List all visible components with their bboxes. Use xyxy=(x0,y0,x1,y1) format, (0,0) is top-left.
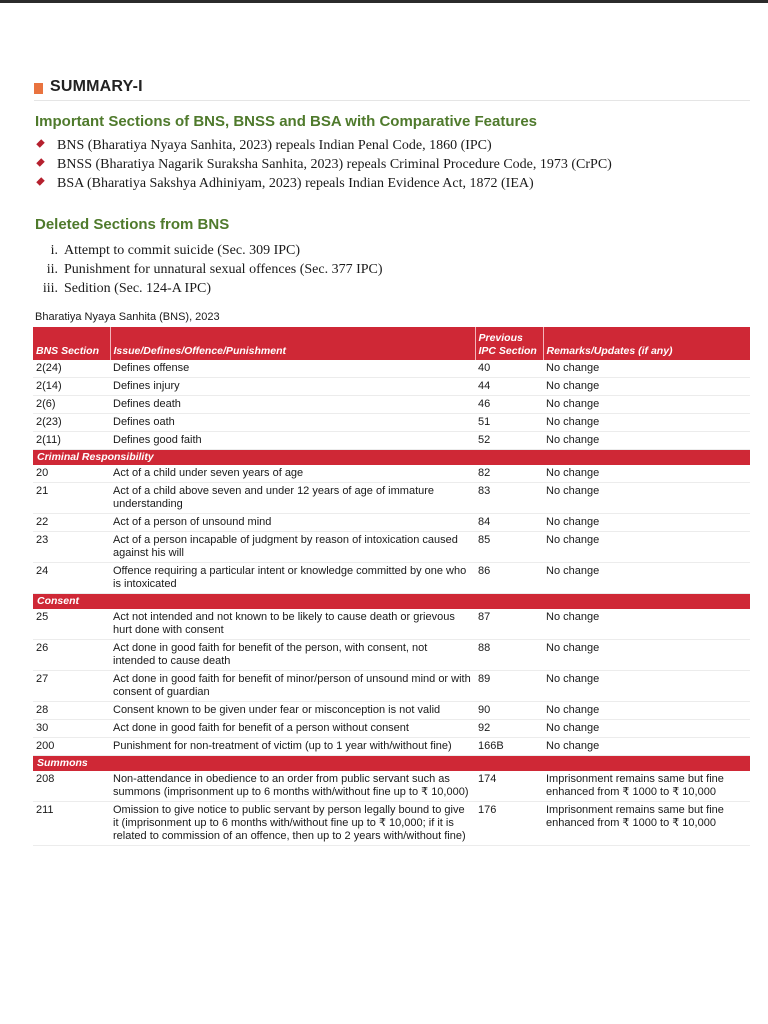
cell-bns: 25 xyxy=(33,609,110,640)
cell-remarks: No change xyxy=(543,360,750,378)
cell-remarks: No change xyxy=(543,432,750,450)
cell-ipc: 88 xyxy=(475,640,543,671)
table-row xyxy=(33,802,750,846)
table-row xyxy=(33,465,750,483)
cell-bns: 200 xyxy=(33,738,110,756)
table-row xyxy=(33,414,750,432)
table-row xyxy=(33,738,750,756)
cell-bns: 2(23) xyxy=(33,414,110,432)
summary-title: SUMMARY-I xyxy=(50,78,143,95)
cell-bns: 22 xyxy=(33,514,110,532)
cell-ipc: 51 xyxy=(475,414,543,432)
table-row xyxy=(33,720,750,738)
cell-bns: 23 xyxy=(33,532,110,563)
cell-issue: Defines offense xyxy=(110,360,475,378)
deleted-item: ii. Punishment for unnatural sexual offences (Sec. 377 IPC) xyxy=(46,262,383,277)
cell-bns: 208 xyxy=(33,771,110,802)
table-row xyxy=(33,671,750,702)
header-issue: Issue/Defines/Offence/Punishment xyxy=(110,327,475,360)
cell-ipc: 85 xyxy=(475,532,543,563)
cell-issue: Offence requiring a particular intent or knowledge committed by one who is intoxicated xyxy=(110,563,475,594)
cell-remarks: No change xyxy=(543,702,750,720)
table-row xyxy=(33,609,750,640)
table-row xyxy=(33,532,750,563)
cell-issue: Act of a child above seven and under 12 years of age of immature understanding xyxy=(110,483,475,514)
cell-ipc: 44 xyxy=(475,378,543,396)
cell-bns: 211 xyxy=(33,802,110,846)
table-header-row xyxy=(33,327,750,360)
table-row xyxy=(33,563,750,594)
cell-issue: Defines death xyxy=(110,396,475,414)
cell-remarks: No change xyxy=(543,532,750,563)
cell-issue: Act done in good faith for benefit of a person without consent xyxy=(110,720,475,738)
cell-remarks: No change xyxy=(543,514,750,532)
table-row xyxy=(33,432,750,450)
cell-issue: Omission to give notice to public servant by person legally bound to give it (imprisonment up to 6 months with/without fine up to ₹ 10,000; if it is related to commission of an offence, then up to 2 years with/without fine) xyxy=(110,802,475,846)
cell-remarks: No change xyxy=(543,396,750,414)
section-title: Summons xyxy=(33,756,750,772)
cell-remarks: No change xyxy=(543,671,750,702)
deleted-item: i. Attempt to commit suicide (Sec. 309 IPC) xyxy=(50,243,301,258)
cell-bns: 30 xyxy=(33,720,110,738)
cell-remarks: No change xyxy=(543,378,750,396)
section-title: Criminal Responsibility xyxy=(33,450,750,466)
cell-bns: 2(6) xyxy=(33,396,110,414)
section-title: Consent xyxy=(33,594,750,610)
cell-issue: Punishment for non-treatment of victim (up to 1 year with/without fine) xyxy=(110,738,475,756)
cell-ipc: 40 xyxy=(475,360,543,378)
comparative-heading: Important Sections of BNS, BNSS and BSA with Comparative Features xyxy=(35,113,538,130)
cell-ipc: 46 xyxy=(475,396,543,414)
cell-ipc: 174 xyxy=(475,771,543,802)
cell-bns: 20 xyxy=(33,465,110,483)
table-row xyxy=(33,771,750,802)
bns-table xyxy=(33,327,750,846)
cell-issue: Consent known to be given under fear or misconception is not valid xyxy=(110,702,475,720)
cell-issue: Defines injury xyxy=(110,378,475,396)
cell-ipc: 87 xyxy=(475,609,543,640)
table-row xyxy=(33,483,750,514)
section-header-row xyxy=(33,756,750,772)
cell-bns: 2(24) xyxy=(33,360,110,378)
cell-remarks: No change xyxy=(543,720,750,738)
cell-ipc: 89 xyxy=(475,671,543,702)
deleted-heading: Deleted Sections from BNS xyxy=(35,216,230,233)
cell-issue: Act not intended and not known to be likely to cause death or grievous hurt done with consent xyxy=(110,609,475,640)
bullet-item: BNSS (Bharatiya Nagarik Suraksha Sanhita, 2023) repeals Criminal Procedure Code, 1973 (CrPC) xyxy=(38,157,612,173)
cell-remarks: No change xyxy=(543,483,750,514)
summary-square-icon xyxy=(34,83,43,94)
cell-bns: 21 xyxy=(33,483,110,514)
table-body xyxy=(33,360,750,846)
cell-bns: 27 xyxy=(33,671,110,702)
table-row xyxy=(33,396,750,414)
section-header-row xyxy=(33,450,750,466)
table-row xyxy=(33,702,750,720)
cell-remarks: No change xyxy=(543,640,750,671)
cell-bns: 24 xyxy=(33,563,110,594)
table-row xyxy=(33,378,750,396)
cell-issue: Defines good faith xyxy=(110,432,475,450)
cell-issue: Act done in good faith for benefit of minor/person of unsound mind or with consent of guardian xyxy=(110,671,475,702)
top-edge-bar xyxy=(0,0,768,3)
bullet-item: BSA (Bharatiya Sakshya Adhiniyam, 2023) repeals Indian Evidence Act, 1872 (IEA) xyxy=(38,176,534,192)
cell-bns: 28 xyxy=(33,702,110,720)
cell-bns: 26 xyxy=(33,640,110,671)
cell-bns: 2(11) xyxy=(33,432,110,450)
cell-ipc: 84 xyxy=(475,514,543,532)
cell-ipc: 86 xyxy=(475,563,543,594)
cell-remarks: No change xyxy=(543,609,750,640)
cell-ipc: 176 xyxy=(475,802,543,846)
cell-remarks: Imprisonment remains same but fine enhanced from ₹ 1000 to ₹ 10,000 xyxy=(543,771,750,802)
cell-issue: Defines oath xyxy=(110,414,475,432)
bullet-diamond-icon xyxy=(36,139,44,147)
cell-issue: Act of a person of unsound mind xyxy=(110,514,475,532)
cell-remarks: No change xyxy=(543,414,750,432)
bullet-diamond-icon xyxy=(36,177,44,185)
bullet-diamond-icon xyxy=(36,158,44,166)
cell-ipc: 90 xyxy=(475,702,543,720)
header-ipc-section: Previous IPC Section xyxy=(475,327,543,360)
cell-remarks: No change xyxy=(543,738,750,756)
summary-header xyxy=(34,78,750,101)
cell-issue: Act of a person incapable of judgment by reason of intoxication caused against his will xyxy=(110,532,475,563)
cell-remarks: Imprisonment remains same but fine enhanced from ₹ 1000 to ₹ 10,000 xyxy=(543,802,750,846)
deleted-item: iii. Sedition (Sec. 124-A IPC) xyxy=(42,281,211,296)
header-remarks: Remarks/Updates (if any) xyxy=(543,327,750,360)
table-row xyxy=(33,514,750,532)
cell-bns: 2(14) xyxy=(33,378,110,396)
bullet-item: BNS (Bharatiya Nyaya Sanhita, 2023) repeals Indian Penal Code, 1860 (IPC) xyxy=(38,138,492,154)
cell-ipc: 52 xyxy=(475,432,543,450)
section-header-row xyxy=(33,594,750,610)
cell-remarks: No change xyxy=(543,465,750,483)
cell-issue: Act of a child under seven years of age xyxy=(110,465,475,483)
cell-ipc: 83 xyxy=(475,483,543,514)
cell-remarks: No change xyxy=(543,563,750,594)
cell-issue: Non-attendance in obedience to an order from public servant such as summons (imprisonment up to 6 months with/without fine up to ₹ 10,000) xyxy=(110,771,475,802)
table-caption: Bharatiya Nyaya Sanhita (BNS), 2023 xyxy=(35,311,220,323)
cell-ipc: 166B xyxy=(475,738,543,756)
cell-ipc: 92 xyxy=(475,720,543,738)
header-bns-section: BNS Section xyxy=(33,327,110,360)
table-row xyxy=(33,640,750,671)
cell-ipc: 82 xyxy=(475,465,543,483)
table-row xyxy=(33,360,750,378)
cell-issue: Act done in good faith for benefit of the person, with consent, not intended to cause death xyxy=(110,640,475,671)
